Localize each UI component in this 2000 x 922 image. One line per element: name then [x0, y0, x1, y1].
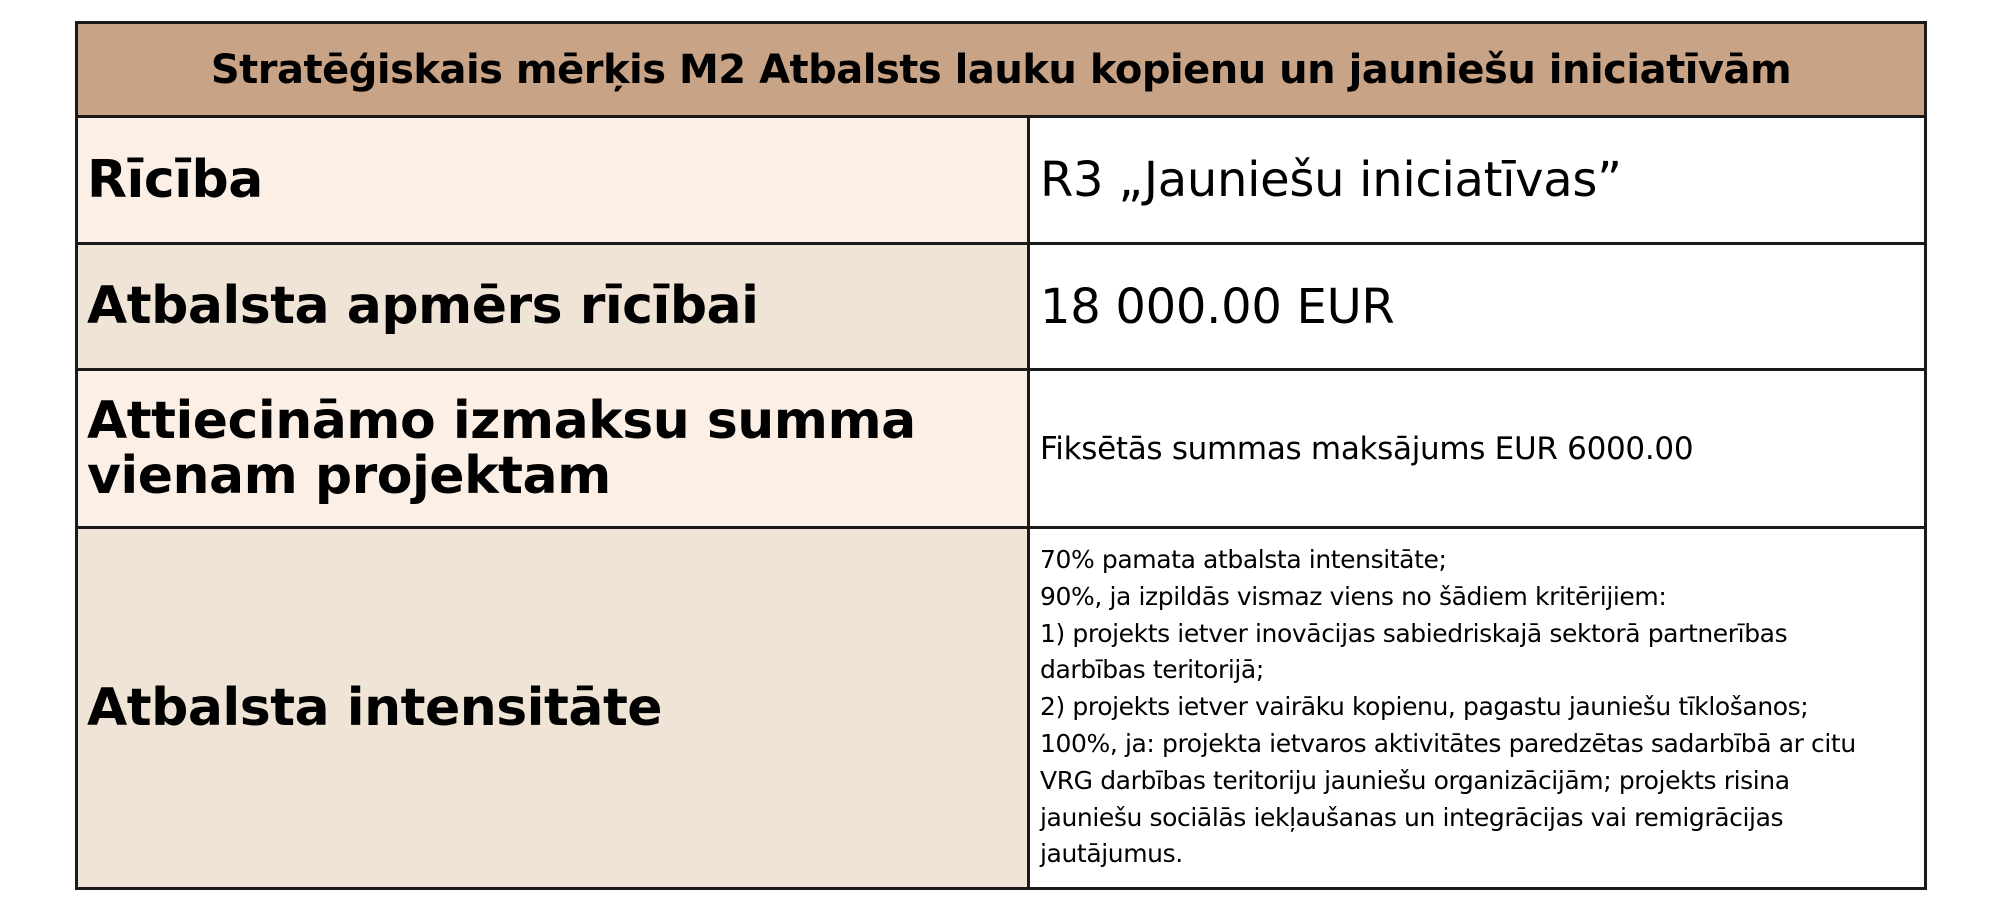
value-line: darbības teritorijā;: [1040, 655, 1264, 685]
label-line: Attiecināmo izmaksu summa: [87, 390, 916, 451]
support-table: [75, 21, 1927, 890]
table-row: [78, 529, 1924, 887]
value-cell: [1030, 529, 1924, 887]
value-cell: [1030, 371, 1924, 526]
value-line: 1) projekts ietver inovācijas sabiedriskajā sektorā partnerības: [1040, 618, 1788, 648]
label-cell: [78, 371, 1030, 526]
value-line: 100%, ja: projekta ietvaros aktivitātes paredzētas sadarbībā ar citu: [1040, 728, 1856, 758]
table-row: [78, 245, 1924, 371]
row-label-support-amount: Atbalsta apmērs rīcībai: [87, 276, 759, 336]
table-title-row: [78, 24, 1924, 118]
table-row: [78, 118, 1924, 245]
row-value-support-amount: 18 000.00 EUR: [1040, 278, 1395, 335]
label-cell: [78, 529, 1030, 887]
value-line: 90%, ja izpildās vismaz viens no šādiem kritērijiem:: [1040, 581, 1667, 611]
value-cell: [1030, 245, 1924, 368]
row-value-support-intensity: [1040, 529, 1856, 883]
row-value-eligible-costs: Fiksētās summas maksājums EUR 6000.00: [1040, 430, 1694, 467]
value-line: jauniešu sociālās iekļaušanas un integrācijas vai remigrācijas: [1040, 802, 1784, 832]
table-title: Stratēģiskais mērķis M2 Atbalsts lauku kopienu un jauniešu iniciatīvām: [210, 46, 1792, 93]
value-cell: [1030, 118, 1924, 242]
value-line: 70% pamata atbalsta intensitāte;: [1040, 545, 1447, 574]
row-value-ricība: R3 „Jauniešu iniciatīvas”: [1040, 152, 1622, 208]
row-label-eligible-costs: [87, 390, 916, 506]
label-line: vienam projektam: [87, 445, 611, 506]
row-label-ricība: Rīcība: [87, 149, 263, 210]
value-line: 2) projekts ietver vairāku kopienu, pagastu jauniešu tīklošanos;: [1040, 692, 1809, 722]
value-line: jautājumus.: [1040, 839, 1183, 869]
row-label-support-intensity: Atbalsta intensitāte: [87, 677, 663, 738]
table-row: [78, 371, 1924, 529]
value-line: VRG darbības teritoriju jauniešu organizācijām; projekts risina: [1040, 765, 1790, 795]
label-cell: [78, 118, 1030, 242]
label-cell: [78, 245, 1030, 368]
